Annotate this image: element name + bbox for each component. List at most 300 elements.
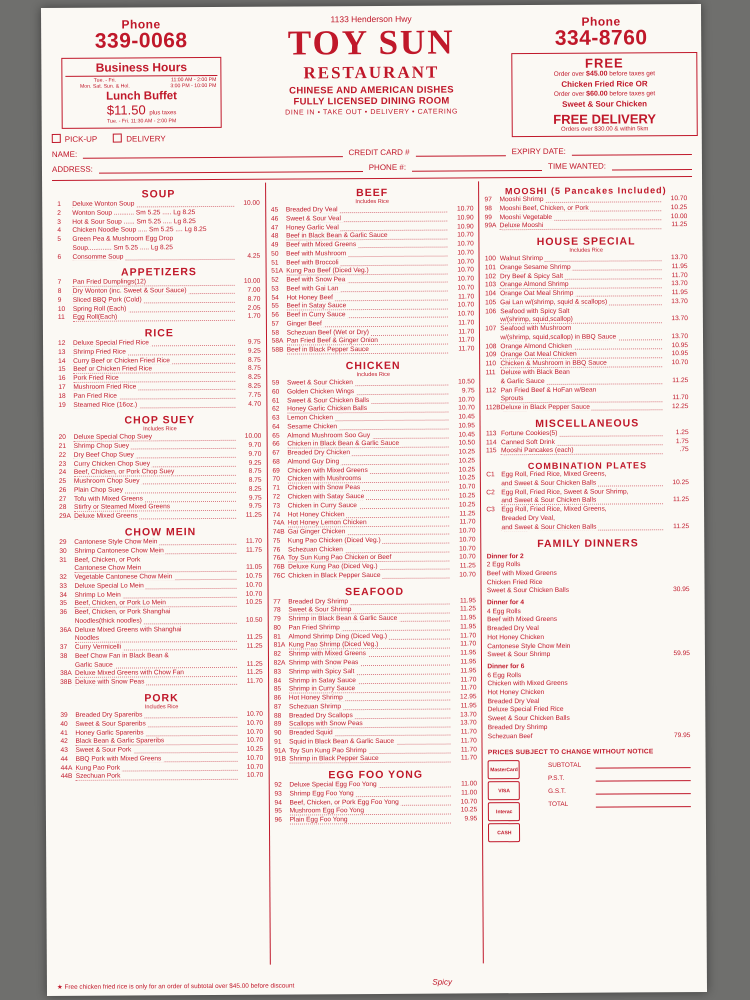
menu-item-name: BBQ Pork with Mixed Greens (76, 755, 238, 765)
menu-item-price: 11.70 (460, 728, 477, 736)
family-dinner-item: 6 Egg Rolls (487, 671, 522, 679)
menu-item (61, 772, 264, 782)
time-wanted-label: TIME WANTED: (548, 161, 606, 171)
menu-column-3 (479, 180, 696, 963)
family-dinner-item: 4 Egg Rolls (487, 607, 521, 616)
pst-value[interactable] (596, 772, 691, 782)
phone-label-right: Phone (581, 14, 621, 29)
menu-item-name: Walnut Shrimp (500, 254, 662, 264)
menu-item-number: 95 (274, 808, 282, 816)
menu-item (273, 571, 476, 581)
menu-item-price: 8.25 (248, 485, 262, 493)
menu-item-price: 11.25 (246, 642, 263, 650)
free-offer-1-pre: Order over (553, 70, 585, 78)
menu-item-price: 11.70 (458, 319, 475, 327)
menu-item-number: 64 (272, 423, 280, 431)
menu-item-number: 24 (58, 469, 67, 477)
menu-item-number: 23 (58, 460, 67, 468)
menu-item-price: 11.25 (459, 509, 476, 517)
menu-item-price: 4.25 (247, 252, 261, 260)
gst-value[interactable] (596, 785, 691, 795)
menu-item-price: 11.25 (246, 660, 263, 668)
menu-item-name: Deluxe Mixed Greens with Shanghai (74, 625, 182, 634)
menu-item-name: Curry Beef or Chicken Fried Rice (73, 357, 235, 367)
menu-item-number: 34 (59, 591, 67, 599)
family-dinner-item: Sweet & Sour Chicken Balls (486, 587, 570, 595)
family-dinner-line (487, 650, 690, 660)
menu-item-number: 84 (273, 677, 282, 685)
family-dinner-item: Chicken with Mixed Greens (487, 680, 568, 688)
menu-item-price: 10.25 (458, 492, 476, 500)
menu-item-number: 103 (485, 281, 497, 289)
family-dinner-price (658, 688, 690, 697)
menu-item-price: 10.70 (670, 195, 688, 203)
menu-item-number: 37 (59, 644, 68, 652)
menu-item-price: 8.75 (248, 365, 261, 373)
menu-item-price: 7.75 (248, 391, 262, 399)
family-dinner-item: Cantonese Style Chow Mein (487, 642, 571, 650)
soup-item-list (57, 200, 260, 263)
family-dinner-line (487, 586, 690, 596)
menu-item-price: 1.75 (675, 437, 689, 445)
hours-time: 11:00 AM - 2:00 PM (170, 76, 217, 84)
menu-item-number: 76A (273, 554, 285, 562)
menu-item-price: 10.70 (457, 231, 474, 239)
menu-item-number: 60 (271, 388, 280, 396)
menu-item-price: 10.50 (245, 616, 263, 624)
menu-item-price: 10.70 (246, 736, 264, 745)
menu-item-number: 49 (271, 241, 279, 249)
menu-item-price: 10.25 (670, 203, 688, 211)
family-dinner-item: Sweet & Sour Shrimp (487, 651, 551, 659)
lunch-buffet-label: Lunch Buffet (106, 90, 178, 103)
menu-item-price: 4.70 (248, 400, 262, 408)
menu-item-price: 10.25 (246, 745, 264, 753)
family-dinner-line (488, 732, 691, 742)
menu-item-price: 10.00 (243, 278, 261, 286)
chow-mein-item-list (59, 538, 263, 688)
menu-item-price: 10.00 (243, 199, 260, 207)
menu-item-number: 43 (60, 746, 68, 754)
beef-item-list (271, 205, 475, 355)
menu-item-number: 38B (60, 679, 72, 687)
menu-item-number: 46 (270, 215, 279, 223)
free-offer-2-post: before taxes get (609, 90, 656, 98)
menu-item-name: Dry Beef Chop Suey (74, 451, 236, 461)
menu-item-number: 32 (59, 573, 67, 581)
menu-item-number: 115 (486, 447, 497, 455)
credit-card-input[interactable] (416, 146, 506, 157)
menu-item-price: 10.25 (460, 806, 478, 814)
menu-item-name: Sesame Chicken (287, 422, 449, 432)
menu-item-number: 74B (272, 528, 285, 536)
menu-item-number: 19 (58, 401, 66, 409)
menu-item-name: Black Bean & Garlic Spareribs (75, 737, 237, 747)
menu-item-price: 11.95 (460, 667, 477, 675)
menu-item-number: 45 (270, 206, 279, 214)
card-cash: CASH (488, 823, 520, 842)
menu-item (486, 523, 689, 533)
menu-item-name: Hot Honey Shrimp (289, 694, 451, 704)
menu-item-name: Sprouts (501, 395, 663, 405)
menu-item-number: 18 (58, 392, 66, 400)
menu-item-number: 7 (57, 279, 62, 287)
menu-item-name: Seafood with Mushroom (500, 324, 572, 333)
footer-note-block (56, 977, 452, 992)
section-title-beef: BEEF (356, 186, 389, 200)
restaurant-name: TOY SUN (287, 22, 455, 63)
family-dinner-price (658, 671, 690, 680)
menu-item-number: 9 (57, 296, 62, 304)
menu-item-number: 91A (274, 747, 286, 755)
total-value[interactable] (596, 798, 691, 808)
menu-item-number: 26 (58, 486, 67, 494)
menu-item-price: 11.25 (246, 634, 263, 642)
menu-item-name: Deluxe Special Fried Rice (73, 339, 235, 349)
menu-item-name: Schezuan Chicken (288, 545, 450, 555)
family-dinner-title: Dinner for 6 (487, 663, 525, 671)
menu-item-name: Dry Beef & Spicy Salt (500, 272, 662, 282)
menu-item-name: Sweet & Sour Shrimp (288, 606, 450, 616)
delivery-checkbox[interactable] (113, 134, 122, 143)
menu-item-price: 10.70 (457, 249, 474, 257)
menu-item-name: Beef with Snow Pea (286, 276, 448, 286)
menu-item-number: 96 (274, 816, 282, 824)
menu-item-number: 61 (272, 397, 280, 405)
phone-input[interactable] (412, 161, 542, 172)
menu-item-price (662, 386, 688, 395)
menu-item-number: 3 (57, 218, 61, 226)
menu-item-name: Deluxe Special Egg Foo Yong (289, 781, 451, 791)
restaurant-subtitle-1: CHINESE AND AMERICAN DISHES (289, 84, 454, 97)
menu-item-price: 13.70 (671, 333, 689, 341)
menu-item-price: 11.70 (458, 336, 475, 344)
menu-item-name: Deluxe Mooshi (500, 222, 662, 232)
menu-item-name: Sweet & Sour Chicken Balls (287, 396, 449, 406)
menu-item-number: 56 (271, 311, 279, 319)
menu-item-name: Noodles (75, 634, 237, 644)
menu-item-price: 10.90 (457, 222, 474, 231)
menu-item-name: Kung Pao Beef (Diced Veg.) (286, 267, 448, 277)
pickup-label: PICK-UP (64, 134, 98, 144)
menu-item-number: 113 (485, 430, 497, 438)
family-dinner-item: Hot Honey Chicken (487, 633, 545, 642)
menu-item-name: Egg Roll, Fried Rice, Sweet & Sour Shrimp, (501, 488, 629, 496)
menu-item-price: 10.70 (671, 359, 689, 367)
menu-item-number: 72 (272, 493, 281, 501)
menu-item-price: 8.75 (248, 476, 262, 484)
menu-item-name: Mushroom Egg Foo Yong (290, 807, 452, 817)
menu-item-price (663, 488, 689, 497)
menu-item-number: 17 (58, 383, 66, 391)
menu-item-price: 10.70 (457, 240, 474, 248)
menu-item-name: Orange Almond Shrimp (500, 281, 662, 291)
delivery-option[interactable] (113, 133, 165, 143)
menu-item-name: Shrimp Fried Rice (73, 348, 235, 358)
section-sub-chicken: Includes Rice (356, 371, 391, 379)
menu-item-name: Sweet & Sour Spareribs (75, 720, 237, 730)
menu-item-name: Garlic Sauce (75, 661, 237, 671)
phone-number-right: 334-8760 (554, 26, 648, 50)
time-wanted-input[interactable] (612, 160, 692, 170)
menu-item-price: 11.95 (460, 623, 477, 631)
menu-item-number: 36 (59, 608, 68, 617)
expiry-input[interactable] (572, 145, 692, 156)
hours-time: 3:00 PM - 10:00 PM (170, 82, 217, 90)
menu-item-price: 8.75 (247, 356, 261, 364)
menu-item-price (237, 652, 263, 661)
menu-item-price (663, 505, 689, 514)
menu-item-number: 87 (273, 703, 282, 711)
menu-item-number: 28 (59, 504, 67, 512)
menu-item-name: Beef with Mushroom (286, 249, 448, 259)
menu-item-number: 51 (271, 259, 279, 267)
menu-item (275, 816, 478, 826)
menu-item-number: 82A (273, 659, 286, 667)
card-mastercard: MasterCard (488, 760, 520, 779)
section-sub-chop-suey: Includes Rice (143, 426, 177, 433)
menu-item-number (485, 334, 500, 343)
menu-item-name: Chicken with Mushrooms (288, 475, 450, 485)
menu-item-name: Curry Vermicelli (75, 643, 237, 653)
family-dinner-price (658, 679, 690, 688)
menu-item-price: .75 (679, 446, 689, 454)
menu-item-name: Schezuan Beef (Wet or Dry) (287, 328, 449, 338)
accepted-cards (488, 760, 549, 844)
menu-item-price (663, 514, 689, 523)
hours-day: Mon. Sat. Sun. & Hol. (79, 83, 130, 90)
menu-item-number: 6 (57, 253, 62, 261)
menu-item-name: Scallops with Snow Peas (289, 720, 451, 730)
menu-item-number: 41 (60, 729, 68, 737)
family-dinner-item: Deluxe Special Fried Rice (487, 706, 564, 714)
spicy-legend: Spicy (432, 977, 452, 987)
menu-item-price: 10.45 (458, 430, 475, 439)
menu-item-number: 112 (485, 386, 497, 394)
menu-item-number (486, 515, 501, 524)
menu-item-price: 10.70 (245, 590, 263, 598)
menu-item-price: 10.70 (457, 266, 474, 274)
menu-column-2 (266, 181, 484, 964)
menu-item-name: Dry Wonton (inc. Sweet & Sour Sauce) (73, 287, 235, 297)
menu-item-name: Deluxe Special Chop Suey (74, 433, 236, 443)
menu-item-price: 11.25 (673, 522, 690, 530)
restaurant-address: 1133 Henderson Hwy (330, 13, 412, 25)
menu-item-name: Noodles(thick noodles) (75, 617, 237, 627)
menu-item-name: Spring Roll (Each) (73, 305, 235, 315)
family-dinner-price (658, 615, 690, 624)
menu-item-number: 112B (485, 404, 501, 412)
name-input[interactable] (83, 147, 342, 159)
menu-item-price: 11.70 (460, 746, 477, 754)
free-delivery-note: Orders over $30.00 & within 5km (561, 125, 649, 133)
menu-item-number: 79 (273, 615, 281, 623)
menu-item-price: 9.75 (248, 503, 262, 511)
menu-item-number: 8 (57, 288, 62, 296)
menu-item-price (234, 217, 260, 226)
name-label: NAME: (51, 149, 78, 159)
menu-item-number: 90 (274, 729, 282, 737)
menu-item-name: Shrimp Lo Mein (75, 590, 237, 600)
menu-item-number: 2 (57, 209, 61, 217)
menu-item-name: Beef with Gai Lan (286, 284, 448, 294)
menu-item-name: Breaded Dry Veal (286, 206, 448, 216)
right-phone-block (511, 14, 692, 137)
menu-item-number: 36A (59, 626, 72, 634)
menu-item-name: Toy Sun Kung Pao Chicken or Beef (288, 554, 450, 564)
menu-item-name: w/(shrimp, squid,scallop) (500, 316, 662, 326)
menu-item-number: 65 (272, 432, 280, 440)
menu-item-price: 10.90 (457, 214, 474, 222)
menu-item-price: 11.25 (459, 562, 476, 570)
lunch-buffet-tax-note: plus taxes (149, 110, 177, 117)
menu-item-number: 110 (485, 360, 497, 368)
menu-item (486, 403, 689, 413)
menu-item-name: Szechuan Pork (76, 772, 238, 782)
menu-item-price: 11.70 (458, 293, 475, 301)
menu-item-name: Lemon Chicken (287, 414, 449, 424)
menu-item (57, 252, 260, 262)
menu-item-name: Beef, Chicken, or Pork Lo Mein (75, 599, 237, 609)
menu-item-name: Pork Fried Rice (73, 374, 235, 384)
menu-item-number: 14 (58, 357, 66, 365)
menu-item-price: 11.70 (460, 675, 477, 683)
menu-item-name: and Sweet & Sour Chicken Balls (501, 523, 663, 533)
menu-item-number: 53 (271, 285, 279, 293)
menu-item-number: C1 (486, 471, 495, 479)
menu-item-price: 10.70 (246, 728, 264, 736)
menu-item-name: Kung Pao Shrimp (Diced Veg.) (289, 641, 451, 651)
menu-item-name: Shrimp with Snow Peas (289, 659, 451, 669)
section-title-chop-suey: CHOP SUEY (124, 414, 196, 427)
section-title-house-special: HOUSE SPECIAL (536, 235, 636, 249)
menu-item-price: 10.70 (458, 404, 475, 412)
menu-item-name: Deluxe with Snow Peas (75, 678, 237, 688)
menu-item-price: 11.95 (460, 658, 477, 666)
menu-item-number: 93 (274, 790, 282, 798)
family-dinner-price (658, 706, 690, 715)
menu-item-price: 11.25 (245, 511, 262, 519)
menu-item-price: 8.25 (248, 382, 261, 390)
menu-item-name: Shrimp in Satay Sauce (289, 676, 451, 686)
menu-item (274, 755, 477, 765)
phone-label: PHONE #: (368, 162, 407, 173)
menu-item-price: 11.70 (458, 345, 475, 353)
menu-item-name: Golden Chicken Wings (287, 387, 449, 397)
menu-item-price: 10.50 (458, 378, 475, 386)
left-phone-block (51, 17, 232, 129)
menu-item-price: 10.70 (245, 581, 263, 589)
menu-item-number: 10 (57, 305, 66, 313)
pickup-checkbox[interactable] (52, 134, 61, 143)
subtotal-value[interactable] (596, 759, 691, 769)
section-title-soup: SOUP (141, 188, 176, 201)
menu-item-number: 15 (58, 366, 66, 374)
menu-item-name: Deluxe Mixed Greens (74, 512, 236, 522)
menu-item-number: 63 (272, 414, 280, 422)
menu-item-number: C2 (486, 488, 495, 496)
section-title-chow-mein: CHOW MEIN (124, 526, 197, 539)
menu-item-name: Pan Fried Shrimp (288, 623, 450, 633)
family-dinner-price (657, 569, 689, 578)
restaurant-subtitle-2: FULLY LICENSED DINING ROOM (293, 95, 450, 108)
family-dinner-price (658, 697, 690, 706)
menu-item-name: Mooshi Beef, Chicken, or Pork (500, 204, 662, 214)
menu-item-price: 13.70 (460, 710, 477, 719)
menu-item-number: 76C (273, 572, 286, 580)
restaurant-word: RESTAURANT (303, 62, 440, 83)
menu-item-price: 11.00 (461, 780, 478, 788)
menu-item-name: Chicken with Satay Sauce (288, 493, 450, 503)
menu-item-price: 11.70 (459, 518, 476, 526)
menu-item-name: Beef, Chicken, or Pork Shanghai (74, 608, 171, 616)
menu-item-price (236, 608, 262, 617)
mooshi-item-list (484, 195, 687, 231)
menu-item-name: Deluxe Mixed Greens with Chow Fan (75, 669, 237, 679)
menu-item-price: 10.70 (459, 553, 476, 561)
menu-item-name: Deluxe Wonton Soup (72, 200, 234, 210)
menu-item-number: 98 (484, 205, 492, 213)
menu-item-number: 44A (60, 764, 73, 772)
menu-item-number: 20 (58, 434, 66, 442)
family-dinner (487, 662, 690, 742)
menu-item-number: 47 (270, 224, 279, 232)
menu-item-name: Cantonese Chow Mein (74, 564, 236, 574)
menu-item-name: Beef in Satay Sauce (286, 302, 448, 312)
menu-item-number: 54 (271, 294, 279, 302)
menu-item-name: Mooshi Vegetable (500, 213, 662, 223)
menu-item-name: Beef, Chicken, or Pork Chop Suey (74, 468, 236, 478)
section-sub-beef: Includes Rice (355, 198, 389, 206)
menu-item-number: 86 (273, 694, 282, 702)
menu-item-number: 52 (271, 276, 279, 284)
menu-item-name: Shrimp with Spicy Salt (289, 667, 451, 677)
menu-item-number: 67 (272, 449, 280, 457)
family-dinner-item: Sweet & Sour Chicken Balls (487, 714, 570, 723)
menu-item-price: 10.50 (458, 439, 476, 447)
menu-item-price: 10.25 (458, 448, 476, 456)
menu-item-price: 11.95 (459, 597, 476, 605)
menu-item-number: 109 (485, 351, 497, 359)
rice-item-list (58, 339, 261, 410)
appetizers-item-list (58, 278, 261, 323)
menu-item-price: 10.70 (459, 544, 476, 553)
menu-item-name: Soup............. Sm 5.25 ..... Lg 8.25 (72, 244, 173, 252)
menu-item-name: Orange Oat Meal Shrimp (500, 289, 662, 299)
menu-item-name: and Sweet & Sour Chicken Balls (501, 497, 663, 507)
pork-item-list (60, 711, 263, 782)
family-dinner-price: 30.95 (673, 586, 690, 594)
menu-item-name: Deluxe in Black Pepper Sauce (501, 403, 663, 413)
pickup-option[interactable] (52, 134, 98, 144)
menu-sheet (41, 4, 707, 996)
family-dinner (487, 552, 690, 597)
menu-item-price: 11.25 (459, 605, 477, 613)
menu-item-number: 104 (485, 290, 497, 298)
restaurant-title-block (237, 13, 506, 117)
free-offer-2-pre: Order over (553, 90, 585, 98)
menu-item-name: Shrimp Egg Foo Yong (289, 789, 451, 799)
section-title-combination-plates: COMBINATION PLATES (527, 460, 648, 472)
menu-item-name: Orange Sesame Shrimp (500, 263, 662, 273)
menu-item-number: 101 (484, 264, 496, 272)
menu-item-price: 11.95 (671, 289, 688, 297)
lunch-buffet-price: $11.50 (106, 102, 146, 118)
menu-item-number: 40 (60, 720, 68, 728)
address-input[interactable] (99, 162, 363, 174)
menu-item-name: Steamed Rice (16oz.) (73, 400, 235, 410)
menu-item-name: Egg Roll, Fried Rice, Mixed Greens, (501, 505, 607, 514)
